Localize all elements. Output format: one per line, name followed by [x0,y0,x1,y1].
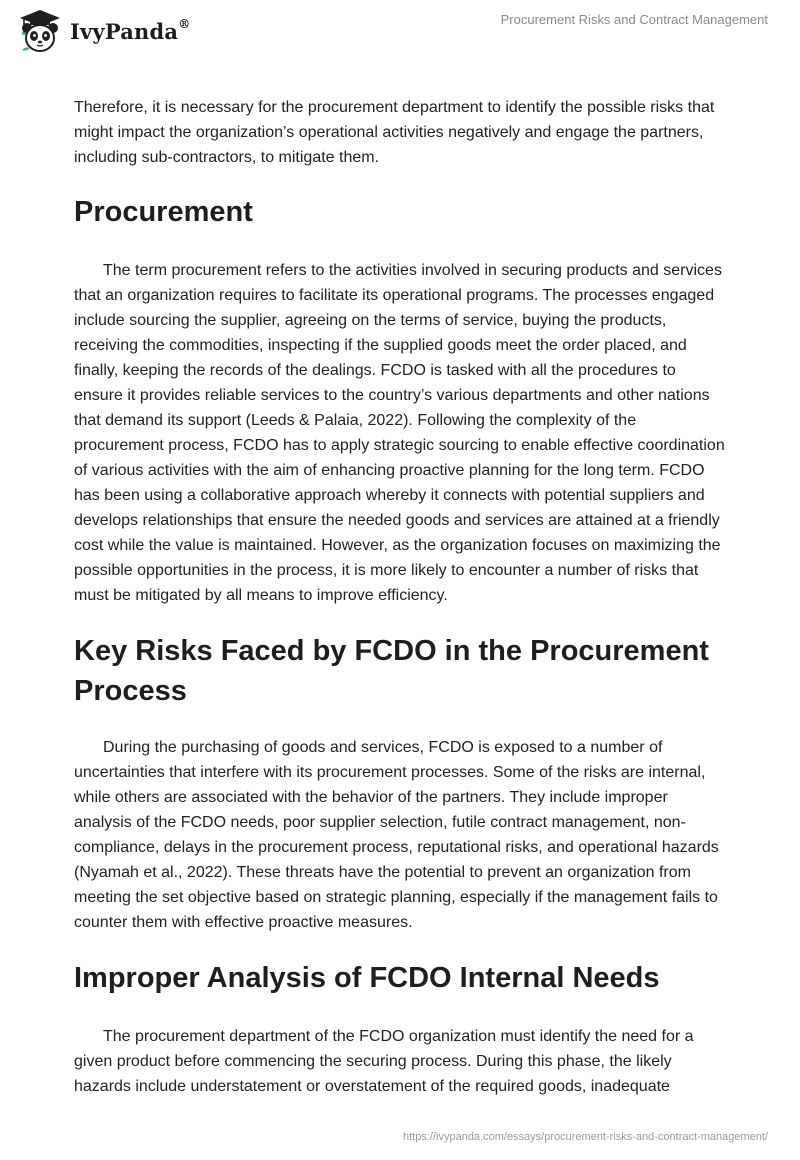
section-heading-procurement: Procurement [74,196,253,228]
ivypanda-logo[interactable] [16,8,190,54]
section-paragraph-key-risks: During the purchasing of goods and services, FCDO is exposed to a number of uncertainties that interfere with its procurement processes. Some of the risks are internal, while others are associated with the behavior of the partners. They include improper analysis of the FCDO needs, poor supplier selection, futile contract management, non-compliance, delays in the procurement process, reputational risks, and operational hazards (Nyamah et al., 2022). These threats have the potential to prevent an organization from meeting the set objective based on strategic planning, especially if the management fails to counter them with effective proactive measures. [74,739,719,931]
document-title: Procurement Risks and Contract Management [500,12,768,27]
page-header [0,0,800,70]
section-paragraph-improper-analysis: The procurement department of the FCDO organization must identify the need for a given product before commencing the securing process. During this phase, the likely hazards include understatement or overstatement of the required goods, inadequate [74,1028,694,1095]
section-heading-improper-analysis: Improper Analysis of FCDO Internal Needs [74,962,660,994]
section-paragraph-procurement: The term procurement refers to the activities involved in securing products and services that an organization requires to facilitate its operational programs. The processes engaged include sourcing the supplier, agreeing on the terms of service, buying the products, receiving the commodities, inspecting if the supplied goods meet the order placed, and finally, keeping the records of the dealings. FCDO is tasked with all the procedures to ensure it provides reliable services to the country’s various departments and other nations that demand its support (Leeds & Palaia, 2022). Following the complexity of the procurement process, FCDO has to apply strategic sourcing to enable effective coordination of various activities with the aim of enhancing proactive planning for the long term. FCDO has been using a collaborative approach whereby it connects with potential suppliers and develops relationships that ensure the needed goods and services are attained at a friendly cost while the value is maintained. However, as the organization focuses on maximizing the possible opportunities in the process, it is more likely to encounter a number of risks that must be mitigated by all means to improve efficiency. [74,262,725,604]
essay-body [74,95,726,1099]
logo-text: IvyPanda® [70,16,191,44]
panda-graduate-icon [16,8,64,54]
section-heading-key-risks: Key Risks Faced by FCDO in the Procurement Process [74,635,709,707]
footer-url-link[interactable]: https://ivypanda.com/essays/procurement-risks-and-contract-management/ [403,1131,768,1143]
intro-paragraph: Therefore, it is necessary for the procurement department to identify the possible risks that might impact the organization’s operational activities negatively and engage the partners, including sub-contractors, to mitigate them. [74,99,715,166]
